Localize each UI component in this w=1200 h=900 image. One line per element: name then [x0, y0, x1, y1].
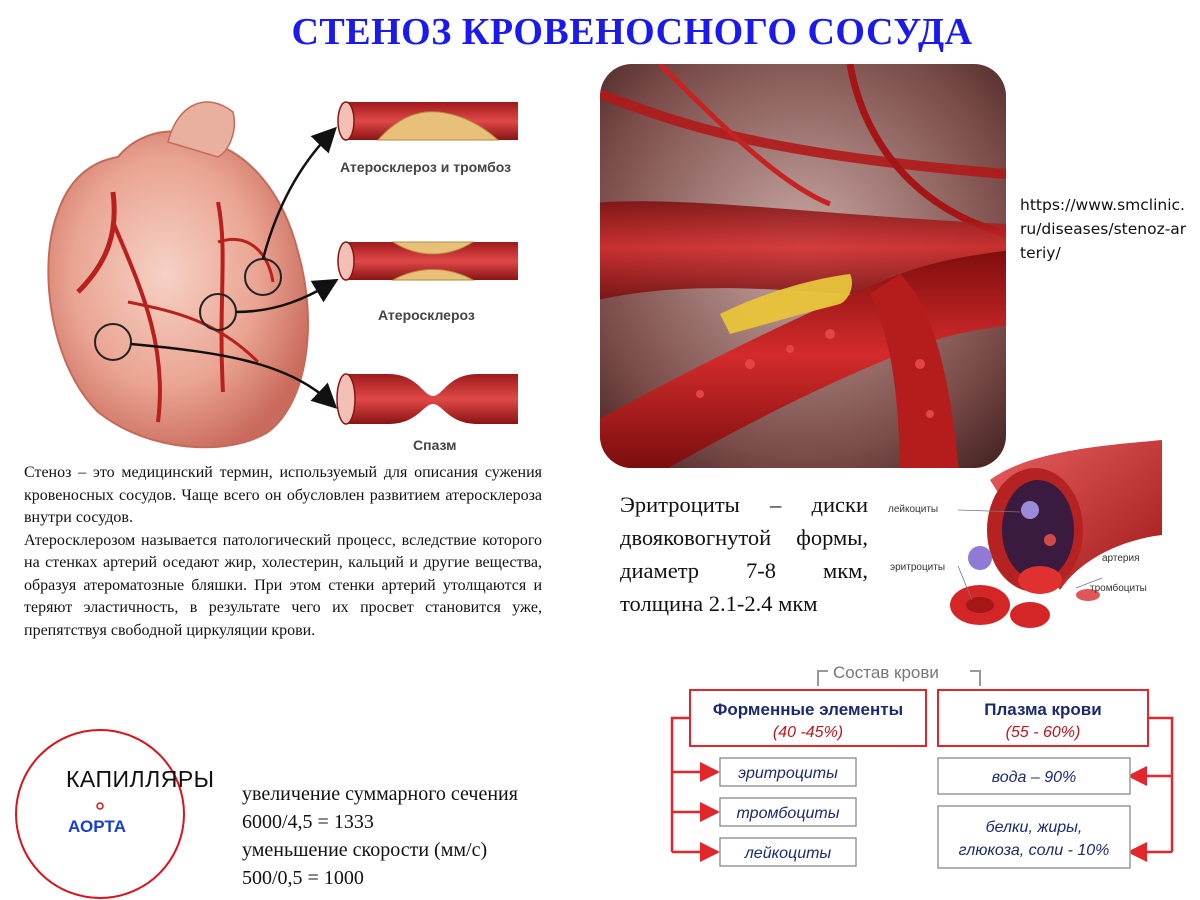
calc-line-1: увеличение суммарного сечения: [242, 783, 518, 805]
aorta-label: АОРТА: [68, 817, 126, 836]
calculation-text: [242, 780, 602, 892]
stenosis-paragraph-1: Стеноз – это медицинский термин, используемый для описания сужения кровеносных сосудов. Чаще всего он обусловлен развитием атеросклероза внутри сосудов.: [24, 464, 542, 526]
erythrocytes-description: Эритроциты – диски двояковогнутой формы, диаметр 7-8 мкм, толщина 2.1-2.4 мкм: [620, 492, 868, 616]
aorta-dot: [97, 803, 103, 809]
stenosis-paragraph-2: Атеросклерозом называется патологический процесс, вследствие которого на стенках артерий оседают жир, холестерин, кальций и другие вещества, образуя атероматозные бляшки. При этом стенки артерий утолщаются и теряют эластичность, в результате чего их просвет становится уже, препятствуя свободной циркуляции крови.: [24, 531, 542, 639]
formed-item-thrombocytes: тромбоциты: [736, 805, 840, 822]
blood-composition-title: Состав крови: [833, 663, 939, 682]
plasma-item-proteins: белки, жиры,: [985, 819, 1083, 836]
label-atherosclerosis: Атеросклероз: [378, 307, 475, 323]
formed-item-erythrocytes: эритроциты: [738, 765, 838, 782]
label-erythrocytes: эритроциты: [890, 562, 946, 573]
blood-composition-diagram: [660, 660, 1190, 900]
plasma-heading: Плазма крови: [984, 700, 1102, 719]
formed-item-leukocytes: лейкоциты: [744, 845, 832, 862]
page-title: СТЕНОЗ КРОВЕНОСНОГО СОСУДА: [291, 11, 973, 53]
source-link[interactable]: https://www.smclinic.ru/diseases/stenoz-arteriy/: [1020, 196, 1187, 262]
plasma-item-water: вода – 90%: [991, 769, 1077, 786]
capillaries-label: КАПИЛЛЯРЫ: [66, 766, 215, 792]
calc-line-2: 6000/4,5 = 1333: [242, 811, 374, 833]
plasma-item-glucose: глюкоза, соли - 10%: [958, 842, 1110, 859]
label-spasm: Спазм: [413, 437, 457, 453]
plasma-percent: (55 - 60%): [1005, 724, 1081, 741]
label-leukocytes: лейкоциты: [888, 504, 939, 515]
capillaries-circle-outline: [16, 730, 184, 898]
blood-cells-illustration: [880, 440, 1162, 640]
stenosis-description: [24, 462, 542, 642]
capillaries-circle: [8, 722, 238, 900]
stenosis-vessel-image: [600, 64, 1006, 468]
label-thrombocytes: тромбоциты: [1090, 583, 1147, 594]
label-artery: артерия: [1102, 553, 1140, 564]
calc-line-4: 500/0,5 = 1000: [242, 867, 364, 889]
formed-elements-heading: Форменные элементы: [712, 700, 904, 719]
calc-line-3: уменьшение скорости (мм/с): [242, 839, 488, 861]
formed-elements-percent: (40 -45%): [772, 724, 844, 741]
label-atherosclerosis-thrombosis: Атеросклероз и тромбоз: [340, 159, 512, 175]
heart-illustration: [18, 62, 548, 462]
